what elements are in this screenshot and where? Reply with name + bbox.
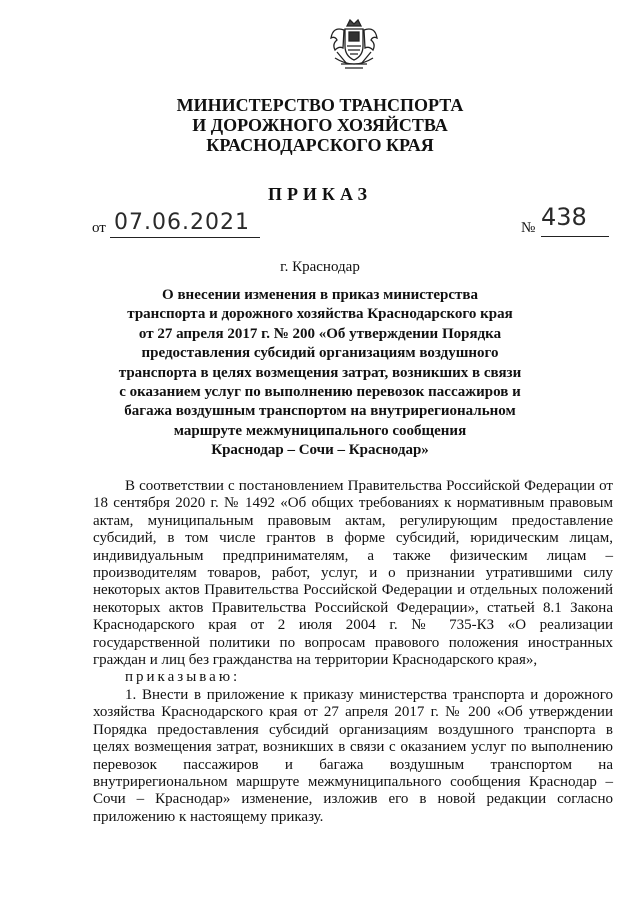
heading-line: транспорта и дорожного хозяйства Краснодарского края <box>127 306 513 323</box>
order-word-text: приказываю: <box>125 669 241 686</box>
item-1-paragraph: 1. Внести в приложение к приказу министерства транспорта и дорожного хозяйства Краснодарского края от 27 апреля 2017 г. № 200 «Об утверждении Порядка предоставления субсидий организациям воздушного транспорта в целях возмещения затрат, возникших в связи с оказанием услуг по выполнению перевозок пассажиров и багажа воздушным транспортом на внутрирегиональном маршруте межмуниципального сообщения Краснодар – Сочи – Краснодар» изменение, изложив его в новой редакции согласно приложению к настоящему приказу. <box>93 686 613 825</box>
heading-line: маршруте межмуниципального сообщения <box>173 422 467 439</box>
ministry-line: КРАСНОДАРСКОГО КРАЯ <box>206 135 434 155</box>
heading-line: О внесении изменения в приказ министерства <box>162 287 478 303</box>
heading-line: багажа воздушным транспортом на внутрирегиональном <box>124 403 516 420</box>
document-heading <box>60 286 580 461</box>
number-underline <box>541 236 609 237</box>
preamble-paragraph: В соответствии с постановлением Правительства Российской Федерации от 18 сентября 2020 г. № 1492 «Об общих требованиях к нормативным правовым актам, муниципальным правовым актам, регулирующим предоставление субсидий, в том числе грантов в форме субсидий, юридическим лицам, индивидуальным предпринимателям, а также физическим лицам – производителям товаров, работ, услуг, и о признании утратившими силу некоторых актов Правительства Российской Федерации и отдельных положений некоторых актов Правительства Российской Федерации», статьей 8.1 Закона Краснодарского края от 2 июля 2004 г. № 735-КЗ «О реализации государственной политики по вопросам правового положения иностранных граждан и лиц без гражданства на территории Краснодарского края», <box>93 478 613 669</box>
city: г. Краснодар <box>280 259 360 275</box>
heading-line: транспорта в целях возмещения затрат, возникших в связи <box>118 364 522 381</box>
number-prefix: № <box>521 220 536 236</box>
heading-line: предоставления субсидий организациям воздушного <box>141 345 499 362</box>
ministry-line: МИНИСТЕРСТВО ТРАНСПОРТА <box>176 95 464 115</box>
ministry-line: И ДОРОЖНОГО ХОЗЯЙСТВА <box>192 115 448 135</box>
date-prefix: от <box>92 220 106 236</box>
document-body <box>93 478 613 826</box>
heading-line: Краснодар – Сочи – Краснодар» <box>211 442 429 459</box>
order-word <box>93 669 613 686</box>
handwritten-date: 07.06.2021 <box>114 210 250 235</box>
coat-of-arms-icon <box>329 16 379 72</box>
date-field <box>92 210 272 236</box>
date-underline <box>110 237 260 238</box>
heading-line: с оказанием услуг по выполнению перевозок пассажиров и <box>119 384 521 401</box>
document-type: ПРИКАЗ <box>267 184 373 204</box>
ministry-name <box>0 95 640 155</box>
handwritten-number: 438 <box>541 203 587 231</box>
number-field <box>521 203 621 237</box>
heading-line: от 27 апреля 2017 г. № 200 «Об утверждении Порядка <box>138 325 502 342</box>
